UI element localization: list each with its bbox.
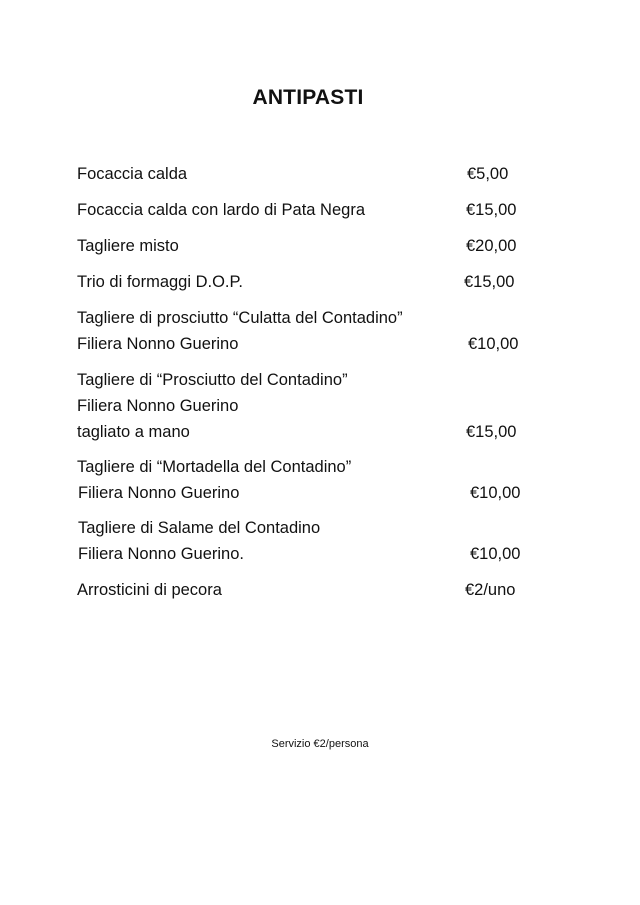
menu-item-focaccia-calda: [77, 161, 527, 187]
menu-item-focaccia-lardo: [77, 197, 527, 223]
item-price: €10,00: [470, 545, 521, 563]
item-price: €2/uno: [465, 581, 516, 599]
item-subline: Filiera Nonno Guerino: [77, 335, 239, 353]
item-price: €15,00: [466, 201, 517, 219]
item-price: €15,00: [464, 273, 515, 291]
service-charge-note: Servizio €2/persona: [271, 738, 369, 750]
item-name: Trio di formaggi D.O.P.: [77, 273, 243, 291]
item-price: €10,00: [468, 335, 519, 353]
menu-item-salame: [77, 515, 527, 567]
item-name: Focaccia calda con lardo di Pata Negra: [77, 201, 365, 219]
item-name: Tagliere misto: [77, 237, 179, 255]
menu-item-tagliere-misto: [77, 233, 527, 259]
item-name: Tagliere di “Prosciutto del Contadino”: [77, 371, 348, 389]
item-name: Tagliere di prosciutto “Culatta del Contadino”: [77, 309, 403, 327]
item-price: €15,00: [466, 423, 517, 441]
item-subline: Filiera Nonno Guerino.: [78, 545, 244, 563]
menu-item-trio-formaggi: [77, 269, 527, 295]
item-name: Tagliere di Salame del Contadino: [78, 519, 321, 537]
menu-item-culatta: [77, 305, 527, 357]
menu-item-arrosticini: [77, 577, 527, 603]
menu-item-mortadella: [77, 454, 527, 506]
menu-title: ANTIPASTI: [252, 86, 364, 109]
menu-item-prosciutto: [77, 367, 527, 445]
item-subline: Filiera Nonno Guerino: [78, 484, 240, 502]
item-subline: tagliato a mano: [77, 423, 190, 441]
item-name: Tagliere di “Mortadella del Contadino”: [77, 458, 352, 476]
item-price: €20,00: [466, 237, 517, 255]
item-price: €10,00: [470, 484, 521, 502]
item-subline: Filiera Nonno Guerino: [77, 397, 239, 415]
item-name: Focaccia calda: [77, 165, 188, 183]
item-price: €5,00: [467, 165, 509, 183]
item-name: Arrosticini di pecora: [77, 581, 222, 599]
